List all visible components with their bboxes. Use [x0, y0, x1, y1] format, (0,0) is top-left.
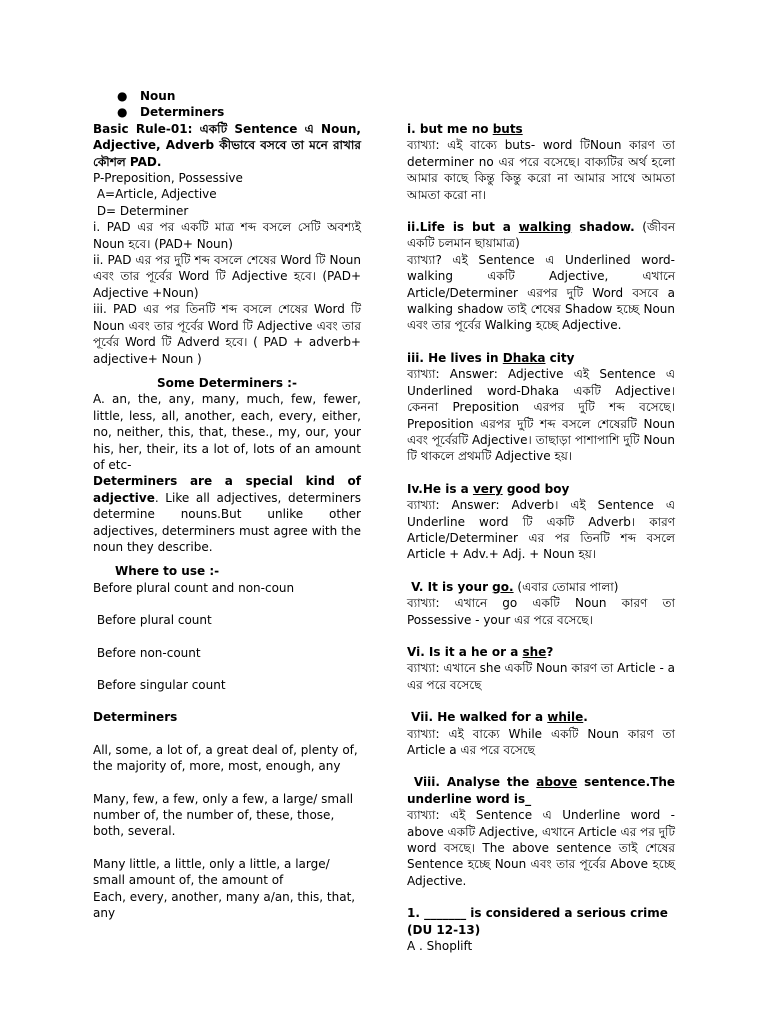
rule-heading: Basic Rule-01: একটি Sentence এ Noun, Adjective, Adverb কীভাবে বসবে তা মনে রাখার কৌশল PAD.	[93, 121, 361, 169]
example-explanation: ব্যাখ্যা: Answer: Adjective এই Sentence এ Underlined word-Dhaka একটি Adjective। কেননা Preposition এরপর দুটি শব্দ বসেছে। Preposition এরপর দুটি শব্দ বসলে শেষেরটি Noun এবং পূর্বেরটি Adjective। তাছাড়া পাশাপাশি দুটি Noun টি থাকলে প্রথমটি Adjective হয়।	[407, 367, 675, 464]
right-column	[407, 121, 675, 954]
determiner-group: Each, every, another, many a/an, this, that, any	[93, 889, 356, 921]
determiner-list: A. an, the, any, many, much, few, fewer, little, less, all, another, each, every, either, no, neither, this, that, these., my, our, your his, her, their, its a lot of, lots of an amount of etc-	[93, 392, 361, 472]
where-item: Before plural count	[93, 613, 212, 628]
determiner-group: Many, few, a few, only a few, a large/ small number of, the number of, these, those, both, several.	[93, 791, 354, 839]
example-explanation: ব্যাখ্যা? এই Sentence এ Underlined word- walking একটি Adjective, এখানে Article/Determiner এরপর দুটি Word বসবে a walking shadow তাই শেষের Shadow হচ্ছে Noun এবং তার পূর্বের Walking হচ্ছে Adjective.	[407, 252, 675, 333]
determiners-heading: Determiners	[93, 710, 178, 725]
example-title: Iv.He is a very good boy	[407, 481, 570, 496]
example-explanation: ব্যাখ্যা: এখানে go একটি Noun কারণ তা Possessive - your এর পরে বসেছে।	[407, 596, 675, 627]
topic-list	[93, 88, 361, 121]
determiner-definition: Determiners are a special kind of adjective. Like all adjectives, determiners determine nouns.But unlike other adjectives, determiners must agree with the noun they describe.	[93, 474, 361, 554]
pad-p: P-Preposition, Possessive	[93, 171, 243, 186]
rule-iii: iii. PAD এর পর তিনটি শব্দ বসলে শেষের Word টি Noun এবং তার পূর্বের Word টি Adjective এবং তার পূর্বের Word টি Adverd হবে। ( PAD + adverb+ adjective+ Noun )	[93, 302, 361, 366]
example-explanation: ব্যাখ্যা: Answer: Adverb। এই Sentence এ Underline word টি একটি Adverb। কারণ Article/Determiner এর পর তিনটি শব্দ বসলে Article + Adv.+ Adj. + Noun হয়।	[407, 498, 675, 562]
rule-i: i. PAD এর পর একটি মাত্র শব্দ বসলে সেটি অবশ্যই Noun হবে। (PAD+ Noun)	[93, 220, 361, 251]
left-column	[93, 88, 361, 921]
example-title: ii.Life is but a walking shadow. (জীবন একটি চলমান ছায়ামাত্র)	[407, 220, 675, 251]
example-title: iii. He lives in Dhaka city	[407, 350, 575, 365]
example-explanation: ব্যাখ্যা: এই বাক্যে buts- word টিNoun কারণ তা determiner no এর পরে বসেছে। বাক্যটির অর্থ হলো আমার কাছে কিন্তু কিন্তু করো না আমার সাথে আমতা আমতা করো না।	[407, 138, 675, 202]
example-explanation: ব্যাখ্যা: এখানে she একটি Noun কারণ তা Article - a এর পরে বসেছে	[407, 661, 675, 692]
example-title: V. It is your go. (এবার তোমার পালা)	[407, 579, 619, 594]
example-title: Viii. Analyse the above sentence.The underline word is_	[407, 775, 676, 806]
determiner-group: Many little, a little, only a little, a large/ small amount of, the amount of	[93, 856, 330, 888]
mcq-question: 1. _______ is considered a serious crime (DU 12-13)	[407, 906, 668, 937]
pad-a: A=Article, Adjective	[93, 187, 217, 202]
example-explanation: ব্যাখ্যা: এই Sentence এ Underline word - above একটি Adjective, এখানে Article এর পর দুটি word বসছে। The above sentence তাই শেষের Sentence হচ্ছে Noun এবং তার পূর্বের Above হচ্ছে Adjective.	[407, 808, 675, 888]
some-determiners-heading: Some Determiners :-	[157, 375, 297, 390]
where-item: Before singular count	[93, 678, 226, 692]
determiner-group: All, some, a lot of, a great deal of, plenty of, the majority of, more, most, enough, any	[93, 742, 358, 774]
where-item: Before non-count	[93, 645, 201, 660]
example-title: i. but me no buts	[407, 122, 523, 136]
where-item: Before plural count and non-coun	[93, 580, 295, 595]
topic-item: ● Noun	[117, 89, 176, 103]
topic-item: ● Determiners	[117, 105, 225, 120]
example-title: Vii. He walked for a while.	[407, 710, 588, 725]
example-explanation: ব্যাখ্যা: এই বাক্যে While একটি Noun কারণ তা Article a এর পরে বসেছে	[407, 726, 675, 757]
example-title: Vi. Is it a he or a she?	[407, 644, 554, 659]
where-heading: Where to use :-	[115, 564, 220, 579]
pad-d: D= Determiner	[93, 203, 189, 218]
mcq-option: A . Shoplift	[407, 939, 473, 954]
rule-ii: ii. PAD এর পর দুটি শব্দ বসলে শেষের Word টি Noun এবং তার পূর্বের Word টি Adjective হবে। (PAD+ Adjective +Noun)	[93, 253, 361, 300]
